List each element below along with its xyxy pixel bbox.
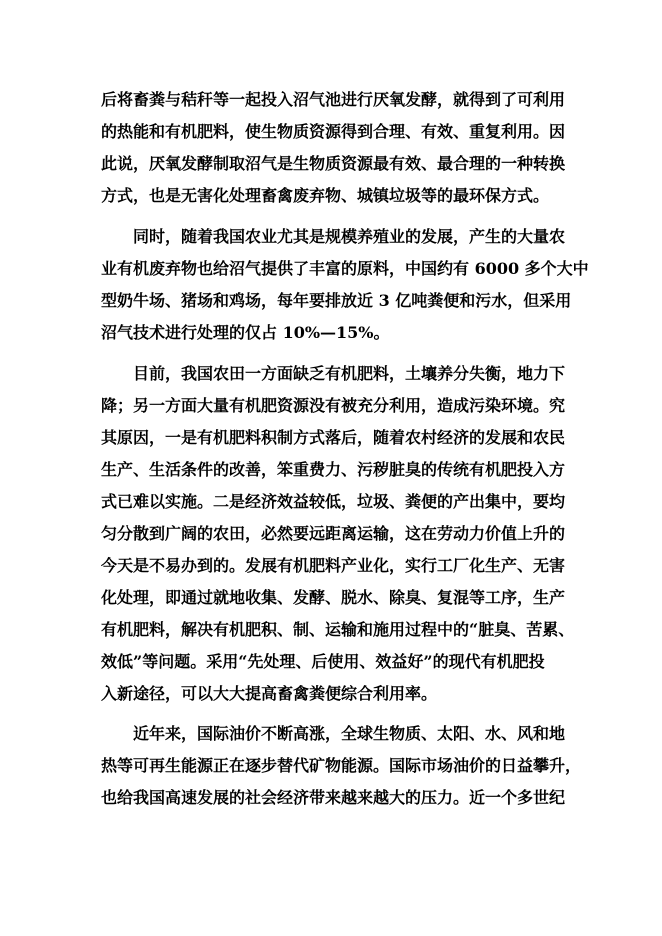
text-line: 匀分散到广阔的农田，必然要远距离运输，这在劳动力价值上升的: [101, 524, 566, 543]
text-line: 式已难以实施。二是经济效益较低，垃圾、粪便的产出集中，要均: [101, 492, 566, 511]
text-line: 方式，也是无害化处理畜禽废弃物、城镇垃圾等的最环保方式。: [101, 186, 550, 205]
text-line: 型奶牛场、猪场和鸡场，每年要排放近 3 亿吨粪便和污水，但采用: [101, 291, 572, 310]
text-line: 沼气技术进行处理的仅占 10%—15%。: [101, 323, 390, 342]
text-line: 生产、生活条件的改善，笨重费力、污秽脏臭的传统有机肥投入方: [101, 460, 566, 479]
text-line: 效低”等问题。采用“先处理、后使用、效益好”的现代有机肥投: [101, 652, 545, 671]
text-line: 化处理，即通过就地收集、发酵、脱水、除臭、复混等工序，生产: [101, 588, 566, 607]
text-line: 此说，厌氧发酵制取沼气是生物质资源最有效、最合理的一种转换: [101, 154, 566, 173]
text-line: 入新途径，可以大大提高畜禽粪便综合利用率。: [101, 684, 438, 703]
paragraph-first-line: 同时，随着我国农业尤其是规模养殖业的发展，产生的大量农: [133, 227, 566, 246]
text-line: 今天是不易办到的。发展有机肥料产业化，实行工厂化生产、无害: [101, 556, 566, 575]
text-line: 降；另一方面大量有机肥资源没有被充分利用，造成污染环境。究: [101, 396, 566, 415]
text-line: 的热能和有机肥料，使生物质资源得到合理、有效、重复利用。因: [101, 122, 566, 141]
text-line: 其原因，一是有机肥料积制方式落后，随着农村经济的发展和农民: [101, 428, 566, 447]
text-line: 有机肥料，解决有机肥积、制、运输和施用过程中的“脏臭、苦累、: [101, 620, 575, 639]
paragraph-first-line: 目前，我国农田一方面缺乏有机肥料，土壤养分失衡，地力下: [133, 364, 566, 383]
text-line: 业有机废弃物也给沼气提供了丰富的原料，中国约有 6000 多个大中: [101, 259, 589, 278]
text-line: 后将畜粪与秸秆等一起投入沼气池进行厌氧发酵，就得到了可利用: [101, 90, 566, 109]
text-line: 热等可再生能源正在逐步替代矿物能源。国际市场油价的日益攀升，: [101, 756, 582, 775]
paragraph-first-line: 近年来，国际油价不断高涨，全球生物质、太阳、水、风和地: [133, 724, 566, 743]
text-line: 也给我国高速发展的社会经济带来越来越大的压力。近一个多世纪: [101, 788, 566, 807]
